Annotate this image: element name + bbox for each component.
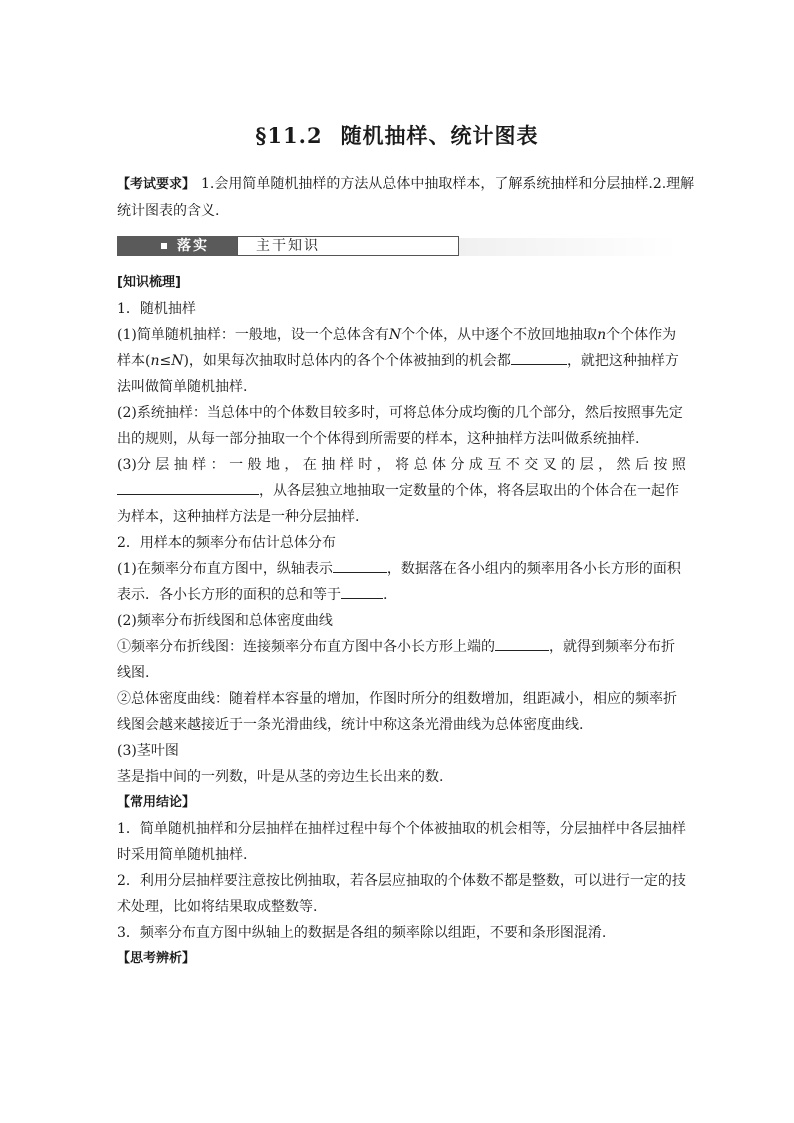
conclusion-2: 2．利用分层抽样要注意按比例抽取，若各层应抽取的个体数不都是整数，可以进行一定的技 <box>117 873 686 889</box>
fill-blank-2 <box>117 478 259 495</box>
stem-leaf-text: 茎是指中间的一列数，叶是从茎的旁边生长出来的数. <box>117 769 444 785</box>
banner-right-label: 主干知识 <box>256 238 320 254</box>
stem-leaf-heading: (3)茎叶图 <box>117 743 179 759</box>
section-number: §11.2 <box>255 123 323 148</box>
knowledge-section: [知识梳理] 1．随机抽样 (1)简单随机抽样：一般地，设一个总体含有N个个体，从中逐个不放回地抽取n个个体作为 样本(n≤N)，如果每次抽取时总体内的各个个体被抽到的机会都 ，就把这种抽样方 法叫做简单随机抽样. (2)系统抽样：当总体中的个体数目较多时，可将总体分成均衡的几个部分，然后按照事先定 出的规则，从每一部分抽取一个个体得到所需要的样本，这种抽样方法叫做系统抽样. (3)分 层 抽 样 ： 一 般 地 ， 在 抽 样 时 ， 将 总 体 分 成 互 不 交 叉 的 层 ， 然 后 按 照 ，从各层独立地抽取一定数量的个体，将各层取出的个体合在一起作 为样本，这种抽样方法是一种分层抽样. 2．用样本的频率分布估计总体分布 (1)在频率分布直方图中，纵轴表示 ，数据落在各小组内的频率用各小长方形的面积 表示．各小长方形的面积的总和等于 . (2)频率分布折线图和总体密度曲线 ①频率分布折线图：连接频率分布直方图中各小长方形上端的 ，就得到频率分布折 线图. ②总体密度曲线：随着样本容量的增加，作图时所分的组数增加，组距减小，相应的频率折 线图会越来越接近于一条光滑曲线，统计中称这条光滑曲线为总体密度曲线. (3)茎叶图 茎是指中间的一列数，叶是从茎的旁边生长出来的数. 【常用结论】 1．简单随机抽样和分层抽样在抽样过程中每个个体被抽取的机会相等，分层抽样中各层抽样 时采用简单随机抽样. 2．利用分层抽样要注意按比例抽取，若各层应抽取的个体数不都是整数，可以进行一定的技 术处理，比如将结果取成整数等. 3．频率分布直方图中纵轴上的数据是各组的频率除以组距，不要和条形图混淆. 【思考辨析】 <box>117 270 679 972</box>
knowledge-header: [知识梳理] <box>117 275 181 290</box>
simple-random-sampling: (1)简单随机抽样：一般地，设一个总体含有N个个体，从中逐个不放回地抽取n个个体作为 <box>117 327 677 343</box>
requirement-label: 【考试要求】 <box>117 177 196 192</box>
density-curve-text: ②总体密度曲线：随着样本容量的增加，作图时所分的组数增加，组距减小，相应的频率折 <box>117 691 677 707</box>
banner-left-label: 落实 <box>177 238 209 254</box>
systematic-sampling: (2)系统抽样：当总体中的个体数目较多时，可将总体分成均衡的几个部分，然后按照事先定 <box>117 405 683 421</box>
section-heading: 随机抽样、统计图表 <box>340 123 539 148</box>
section-banner <box>117 236 679 258</box>
requirement-text: 1.会用简单随机抽样的方法从总体中抽取样本，了解系统抽样和分层抽样.2.理解 <box>201 176 695 192</box>
heading-frequency-distribution: 2．用样本的频率分布估计总体分布 <box>117 535 336 551</box>
polyline-text: ①频率分布折线图：连接频率分布直方图中各小长方形上端的 ，就得到频率分布折 <box>117 634 679 660</box>
stratified-sampling: (3)分 层 抽 样 ： 一 般 地 ， 在 抽 样 时 ， 将 总 体 分 成 互 不 交 叉 的 层 ， 然 后 按 照 <box>117 457 686 473</box>
requirement-text-cont: 统计图表的含义. <box>117 203 220 219</box>
square-bullet-icon <box>161 243 167 249</box>
conclusion-3: 3．频率分布直方图中纵轴上的数据是各组的频率除以组距，不要和条形图混淆. <box>117 925 607 941</box>
conclusion-1: 1．简单随机抽样和分层抽样在抽样过程中每个个体被抽取的机会相等，分层抽样中各层抽样 <box>117 821 686 837</box>
fill-blank-5 <box>495 634 549 651</box>
fill-blank-1 <box>511 348 567 365</box>
histogram-text: (1)在频率分布直方图中，纵轴表示 ，数据落在各小组内的频率用各小长方形的面积 <box>117 556 679 582</box>
fill-blank-3 <box>333 556 387 573</box>
thinking-header: 【思考辨析】 <box>117 951 196 966</box>
section-title <box>0 120 794 150</box>
heading-random-sampling: 1．随机抽样 <box>117 301 196 317</box>
fill-blank-4 <box>341 582 383 599</box>
conclusions-header: 【常用结论】 <box>117 795 196 810</box>
exam-requirements <box>117 171 695 224</box>
